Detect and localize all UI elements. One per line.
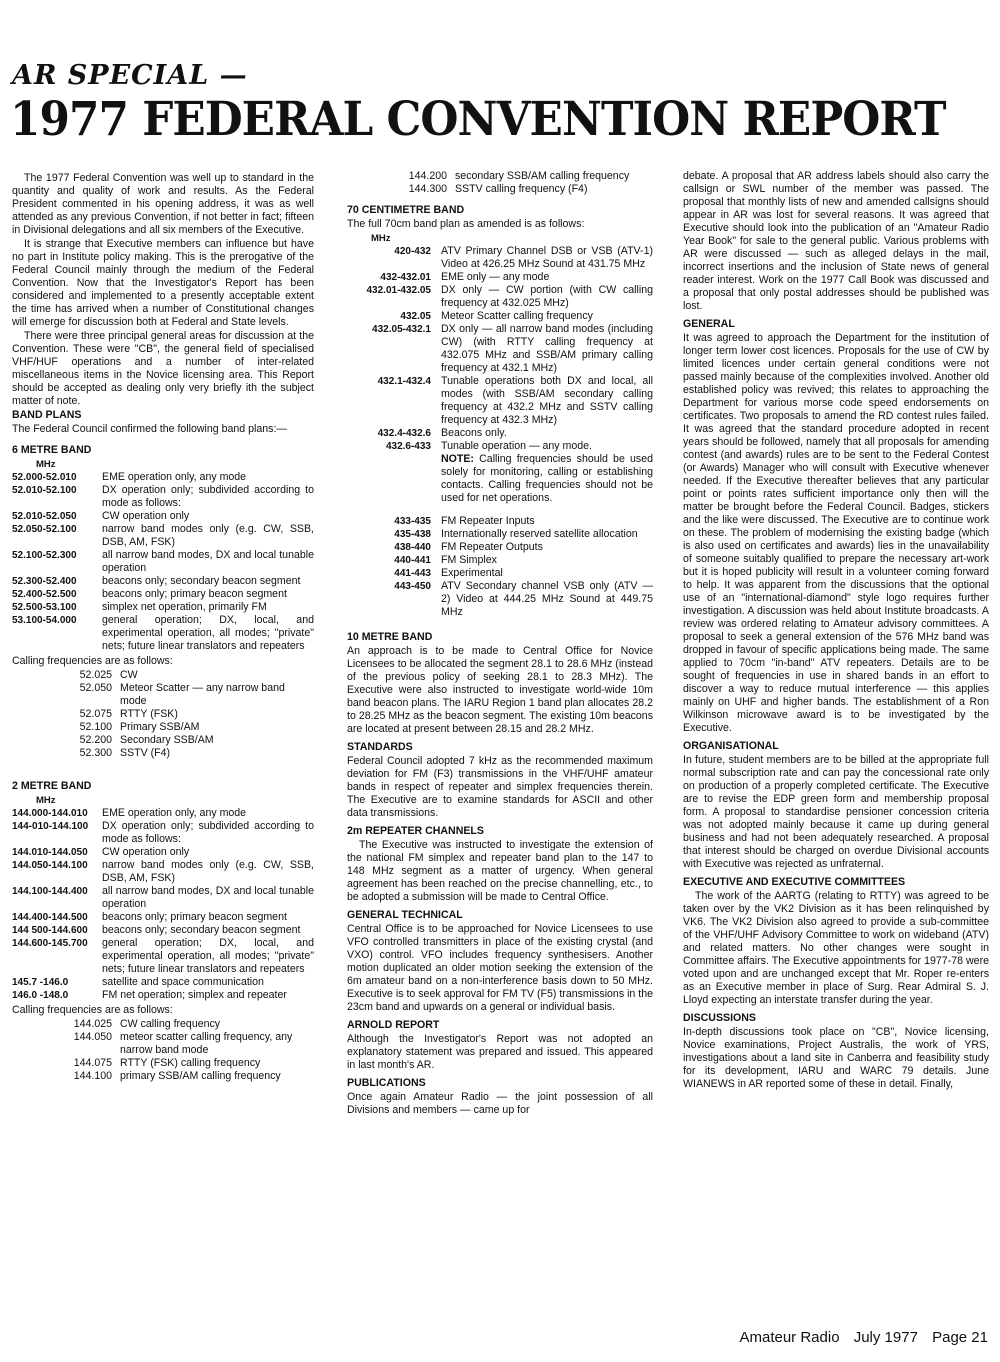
list-item <box>12 989 314 1002</box>
list-item <box>12 510 314 523</box>
description: Primary SSB/AM <box>120 721 200 733</box>
description: general operation; DX, local, and experimental operation, all modes; "private" nets; future linear translators and repeaters <box>102 937 314 975</box>
section-heading: BAND PLANS <box>12 409 82 421</box>
frequency-label: 52.000-52.010 <box>12 472 77 483</box>
list-item <box>12 911 314 924</box>
list-item <box>347 580 653 619</box>
column-3 <box>683 170 989 1092</box>
two-metre-calling-list <box>12 1018 314 1083</box>
list-item <box>12 614 314 653</box>
paragraph: The Federal Council confirmed the following band plans:— <box>12 423 287 435</box>
frequency-label: 52.050-52.100 <box>12 524 77 535</box>
list-item <box>12 669 314 682</box>
frequency-label: 144 500-144.600 <box>12 925 88 936</box>
paragraph: Once again Amateur Radio — the joint possession of all Divisions and members — came up for <box>347 1091 653 1116</box>
frequency-label: 53.100-54.000 <box>12 615 77 626</box>
description: ATV Primary Channel DSB or VSB (ATV-1) Video at 426.25 MHz Sound at 431.75 MHz <box>441 245 653 270</box>
frequency-label: 432.4-432.6 <box>377 428 431 439</box>
description: SSTV (F4) <box>120 747 171 759</box>
list-item <box>12 924 314 937</box>
description: RTTY (FSK) <box>120 708 178 720</box>
paragraph: It is strange that Executive members can influence but have no part in Institute policy making. This is the prerogative of the Federal Council mainly through the medium of the Federal Convention. Now that the Investigator's Report has been considered and implemented to a presently acceptable extent the time has arrived when a number of Constitutional changes will emerge for discussion both at Federal and State levels. <box>12 238 314 328</box>
description: EME operation only, any mode <box>102 471 247 483</box>
page-footer <box>729 1329 988 1346</box>
kicker: AR SPECIAL — <box>12 60 248 91</box>
note-label: NOTE: <box>441 453 474 465</box>
frequency-label: 52.075 <box>79 708 112 720</box>
list-item <box>347 310 653 323</box>
description: beacons only; secondary beacon segment <box>102 575 301 587</box>
paragraph: In-depth discussions took place on "CB", Novice licensing, Novice examinations, Project Australis, the work of YRS, investigations about a land site in Canberra and feasibility study for its development, IARU and WARC 79 details. June WIANEWS in AR reported some of these in detail. Finally, <box>683 1026 989 1090</box>
issue-date: July 1977 <box>853 1329 918 1346</box>
frequency-label: 435-438 <box>394 529 431 540</box>
section-heading: STANDARDS <box>347 741 413 753</box>
list-item <box>12 588 314 601</box>
section-heading: GENERAL TECHNICAL <box>347 909 463 921</box>
paragraph: Calling frequencies are as follows: <box>12 1004 173 1016</box>
description: meteor scatter calling frequency, any narrow band mode <box>120 1031 293 1056</box>
description: narrow band modes only (e.g. CW, SSB, DSB, AM, FSK) <box>102 859 314 884</box>
section-heading: GENERAL <box>683 318 735 330</box>
list-item <box>12 1070 314 1083</box>
frequency-label: 144.100 <box>73 1070 112 1082</box>
frequency-label: 420-432 <box>394 246 431 257</box>
list-item <box>12 523 314 549</box>
paragraph: Calling frequencies are as follows: <box>12 655 173 667</box>
frequency-label: 433-435 <box>394 516 431 527</box>
list-item <box>347 427 653 440</box>
paragraph: An approach is to be made to Central Office for Novice Licensees to be allocated the segment 28.1 to 28.6 MHz (instead of the previous policy of seeking 28.1 to 28.3 MHz). The Executive were also instructed to investigate world-wide 10m band beacon plans. The IARU Region 1 band plan allocates 28.2 to 28.25 MHz as the beacon segment. The existing 10m beacons are located at present between 28.15 and 28.2 MHz. <box>347 645 653 735</box>
paragraph: The Executive was instructed to investigate the extension of the national FM simplex and repeater band plan to the 147 to 148 MHz segment as a matter of urgency. When general agreement has been reached on the precise channelling, etc., to be adopted a submission will be made to Central Office. <box>347 839 653 903</box>
list-item <box>347 541 653 554</box>
column-2 <box>347 170 653 1118</box>
frequency-label: 432-432.01 <box>380 272 431 283</box>
paragraph: The work of the AARTG (relating to RTTY) was agreed to be taken over by the VK2 Division as it has been relinquished by VK6. The VK2 Division also agreed to provide a sub-committee of the VHF/UHF Advisory Committee to work on wideband (ATV) and related matters. No other changes were sought in Committee affairs. The Executive appointments for 1977-78 were voted upon and are unchanged except that Mr. Roper re-enters as an Executive member in place of Surg. Rear Admiral S. J. Lloyd expecting an interstate transfer during the year. <box>683 890 989 1006</box>
list-item <box>12 682 314 708</box>
frequency-label: 52.500-53.100 <box>12 602 77 613</box>
description: primary SSB/AM calling frequency <box>120 1070 281 1082</box>
frequency-label: 52.300 <box>79 747 112 759</box>
list-item <box>347 183 653 196</box>
description: FM Simplex <box>441 554 497 566</box>
section-heading: 2 METRE BAND <box>12 780 92 792</box>
paragraph: In future, student members are to be billed at the appropriate full normal subscription rate and can pay the concessional rate only on production of a properly completed certificate. The Executive are to revise the EDP green form and membership proposal form. A proposal to standardise pensioner concession criteria was not adopted mainly because it came up during general business and had not been adequately researched. A proposal that interest should be charged on overdue Divisional accounts with Executive was rejected as unfraternal. <box>683 754 989 870</box>
frequency-label: 438-440 <box>394 542 431 553</box>
frequency-label: 145.7 -146.0 <box>12 977 69 988</box>
frequency-label: 443-450 <box>394 581 431 592</box>
description: CW calling frequency <box>120 1018 221 1030</box>
description: Internationally reserved satellite allocation <box>441 528 638 540</box>
frequency-label: 144.075 <box>73 1057 112 1069</box>
list-item <box>12 721 314 734</box>
frequency-label: 52.300-52.400 <box>12 576 77 587</box>
description: beacons only; primary beacon segment <box>102 588 287 600</box>
frequency-label: 144-010-144.100 <box>12 821 89 832</box>
description: Meteor Scatter calling frequency <box>441 310 593 322</box>
frequency-label: 432.6-433 <box>385 441 431 452</box>
description: RTTY (FSK) calling frequency <box>120 1057 261 1069</box>
description: DX operation only; subdivided according to mode as follows: <box>102 820 314 845</box>
description: EME operation only, any mode <box>102 807 247 819</box>
list-item <box>12 885 314 911</box>
description: CW <box>120 669 138 681</box>
paragraph: Although the Investigator's Report was not adopted an explanatory statement was prepared and issued. This appeared in last month's AR. <box>347 1033 653 1071</box>
description: simplex net operation, primarily FM <box>102 601 267 613</box>
list-item <box>347 567 653 580</box>
description: Secondary SSB/AM <box>120 734 214 746</box>
six-metre-calling-list <box>12 669 314 760</box>
frequency-label: 52.100-52.300 <box>12 550 77 561</box>
section-heading: EXECUTIVE AND EXECUTIVE COMMITTEES <box>683 876 906 888</box>
description: beacons only; secondary beacon segment <box>102 924 301 936</box>
unit-label: MHz <box>36 459 56 470</box>
description: ATV Secondary channel VSB only (ATV — 2) Video at 444.25 MHz Sound at 449.75 MHz <box>441 580 653 618</box>
list-item <box>12 820 314 846</box>
list-item <box>347 528 653 541</box>
list-item <box>12 747 314 760</box>
description: FM Repeater Outputs <box>441 541 543 553</box>
list-item <box>12 575 314 588</box>
two-metre-calling-list-continued <box>347 170 653 196</box>
frequency-label: 144.100-144.400 <box>12 886 88 897</box>
list-item <box>12 1057 314 1070</box>
description: DX only — all narrow band modes (including CW) (with RTTY calling frequency at 432.075 MHz and SSB/AM primary calling frequency at 432.1 MHz) <box>441 323 653 374</box>
description: narrow band modes only (e.g. CW, SSB, DSB, AM, FSK) <box>102 523 314 548</box>
description: all narrow band modes, DX and local tunable operation <box>102 549 314 574</box>
list-item <box>12 708 314 721</box>
frequency-label: 144.300 <box>408 183 447 195</box>
frequency-label: 432.1-432.4 <box>377 376 431 387</box>
frequency-label: 52.100 <box>79 721 112 733</box>
frequency-label: 52.010-52.100 <box>12 485 77 496</box>
list-item <box>347 515 653 528</box>
list-item <box>12 549 314 575</box>
description: CW operation only <box>102 510 190 522</box>
section-heading: ORGANISATIONAL <box>683 740 779 752</box>
list-item <box>12 734 314 747</box>
frequency-label: 144.025 <box>73 1018 112 1030</box>
note-row <box>347 453 653 505</box>
frequency-label: 144.400-144.500 <box>12 912 88 923</box>
paragraph: Federal Council adopted 7 kHz as the recommended maximum deviation for FM (F3) transmissions in the VHF/UHF amateur bands in respect of repeater and simplex frequencies therein. The Executive are to examine standards for ASCII and other data transmissions. <box>347 755 653 819</box>
list-item <box>12 484 314 510</box>
description: secondary SSB/AM calling frequency <box>455 170 630 182</box>
frequency-label: 52.010-52.050 <box>12 511 77 522</box>
unit-label: MHz <box>36 795 56 806</box>
paragraph: There were three principal general areas for discussion at the Convention. These were "CB", the general field of specialised VHF/HUF operations and a number of inter-related miscellaneous items in the Novice licensing area. This Report should be accepted as dealing only very briefly ith the subject matter of note. <box>12 330 314 407</box>
description: satellite and space communication <box>102 976 264 988</box>
description: Meteor Scatter — any narrow band mode <box>120 682 285 707</box>
six-metre-band-list <box>12 471 314 653</box>
paragraph: debate. A proposal that AR address labels should also carry the callsign or SWL number of the member was passed. The proposal that monthly lists of new and amended callsigns should appear in AR was lost for several reasons. It was agreed that Executive should look into the publication of an "Amateur Radio Year Book" for sale to the general public. Various problems with AR were discussed — such as alleged delays in the mail, incorrect insertions and the inclusion of State news of general reader interest. Work on the 1977 Call Book was discussed and a proposal that only postal addresses should be published was lost. <box>683 170 989 312</box>
list-item <box>347 271 653 284</box>
list-item <box>347 284 653 310</box>
description: all narrow band modes, DX and local tunable operation <box>102 885 314 910</box>
description: beacons only; primary beacon segment <box>102 911 287 923</box>
list-item <box>12 601 314 614</box>
description: Beacons only. <box>441 427 507 439</box>
paragraph: The 1977 Federal Convention was well up to standard in the quantity and quality of work and results. As the Federal President commented in his opening address, it was as well attended as any previous Convention, if not better in fact; fifteen in Divisional delegations and all six members of the Executive. <box>12 172 314 236</box>
list-item <box>12 846 314 859</box>
column-1 <box>12 172 314 1083</box>
list-item <box>347 170 653 183</box>
list-item <box>12 1018 314 1031</box>
section-heading: PUBLICATIONS <box>347 1077 426 1089</box>
description: Tunable operation — any mode. <box>441 440 592 452</box>
section-heading: 6 METRE BAND <box>12 444 92 456</box>
seventy-cm-band-list-2 <box>347 515 653 619</box>
paragraph: The full 70cm band plan as amended is as follows: <box>347 218 585 230</box>
description: Tunable operations both DX and local, all modes (with SSB/AM secondary calling frequency at 432.2 MHz and SSTV calling frequency at 432.3 MHz) <box>441 375 653 426</box>
frequency-label: 144.050-144.100 <box>12 860 88 871</box>
frequency-label: 440-441 <box>394 555 431 566</box>
list-item <box>12 859 314 885</box>
frequency-label: 441-443 <box>394 568 431 579</box>
frequency-label: 52.400-52.500 <box>12 589 77 600</box>
list-item <box>347 440 653 453</box>
unit-label: MHz <box>371 233 391 244</box>
frequency-label: 432.01-432.05 <box>366 285 431 296</box>
list-item <box>12 976 314 989</box>
list-item <box>12 807 314 820</box>
two-metre-band-list <box>12 807 314 1002</box>
list-item <box>12 937 314 976</box>
frequency-label: 432.05 <box>400 311 431 322</box>
frequency-label: 52.025 <box>79 669 112 681</box>
section-heading: 10 METRE BAND <box>347 631 433 643</box>
magazine-name: Amateur Radio <box>739 1329 840 1346</box>
section-heading: 70 CENTIMETRE BAND <box>347 204 465 216</box>
description: SSTV calling frequency (F4) <box>455 183 588 195</box>
description: EME only — any mode <box>441 271 550 283</box>
description: DX operation only; subdivided according to mode as follows: <box>102 484 314 509</box>
frequency-label: 432.05-432.1 <box>372 324 431 335</box>
frequency-label: 144.200 <box>408 170 447 182</box>
frequency-label: 144.600-145.700 <box>12 938 88 949</box>
paragraph: Central Office is to be approached for Novice Licensees to use VFO controlled transmitters in place of the existing crystal (and VXO) control. VFO includes frequency synthesisers. Another motion duplicated an older motion seeking the extension of the 6m amateur band on a non-interference basis down to 50 MHz. Executive is to seek approval for FM TV (F5) transmissions in the 23cm band and upwards on a general or individual basis. <box>347 923 653 1013</box>
frequency-label: 144.010-144.050 <box>12 847 88 858</box>
list-item <box>347 375 653 427</box>
description: CW operation only <box>102 846 190 858</box>
list-item <box>347 245 653 271</box>
frequency-label: 146.0 -148.0 <box>12 990 69 1001</box>
description: FM Repeater Inputs <box>441 515 535 527</box>
description: general operation; DX, local, and experimental operation, all modes; "private" nets; future linear translators and repeaters <box>102 614 314 652</box>
frequency-label: 144.000-144.010 <box>12 808 88 819</box>
frequency-label: 52.200 <box>79 734 112 746</box>
section-heading: 2m REPEATER CHANNELS <box>347 825 484 837</box>
list-item <box>347 323 653 375</box>
page-number: Page 21 <box>932 1329 988 1346</box>
description: DX only — CW portion (with CW calling frequency at 432.025 MHz) <box>441 284 653 309</box>
list-item <box>12 471 314 484</box>
section-heading: ARNOLD REPORT <box>347 1019 440 1031</box>
page-title: 1977 FEDERAL CONVENTION REPORT <box>10 92 946 147</box>
frequency-label: 52.050 <box>79 682 112 694</box>
list-item <box>347 554 653 567</box>
description: FM net operation; simplex and repeater <box>102 989 287 1001</box>
section-heading: DISCUSSIONS <box>683 1012 756 1024</box>
frequency-label: 144.050 <box>73 1031 112 1043</box>
note-text: Calling frequencies should be used solely for monitoring, calling or establishing contacts. Calling frequencies should not be used for net operations. <box>441 453 653 504</box>
list-item <box>12 1031 314 1057</box>
description: Experimental <box>441 567 503 579</box>
seventy-cm-band-list <box>347 245 653 453</box>
paragraph: It was agreed to approach the Department for the institution of longer term lower cost licences. Proposals for the use of CW by limited licences under certain general conditions were not passed mainly because of the complexities involved. Another old established policy was revived; this relates to approaching the Department for various morse code speed endorsements on certificates. Two proposals to amend the RD contest rules failed. It was agreed that the standard procedure adopted in recent years should be followed, namely that all proposals for amending contest (and awards) rules are to be sent to the Federal Contest (or Awards) Manager who will consult with Executive whenever needed. If the Executive thereafter believes that any particular point or points rates sufficient importance only then will the matter be brought before the Federal Council. Badges, stickers and the like were discussed. The Executive are to continue work on these. The problem of modernising the existing badge (which is also used on certificates and awards) lies in the unavailability of someone suitably qualified to prepare the necessary art-work but it is hoped publicity will result in a volunteer coming forward to help. It was apparent from the discussions that the optional use of an "international-diamond" style logo requires further investigation. A discussion was held about Institute broadcasts. A review was ordered relating to Amateur advisory committees. A proposal to seek a general extension of the 576 MHz band was dropped in favour of specific applications being made. The same applied to 70cm "in-band" ATV repeaters. Details are to be sought of frequencies in use in shared bands in an effort to discover a way to reduce mutual interference — this applies mainly on UHF and higher bands. The establishment of a Ron Wilkinson microwave award is to be investigated by the Executive. <box>683 332 989 734</box>
